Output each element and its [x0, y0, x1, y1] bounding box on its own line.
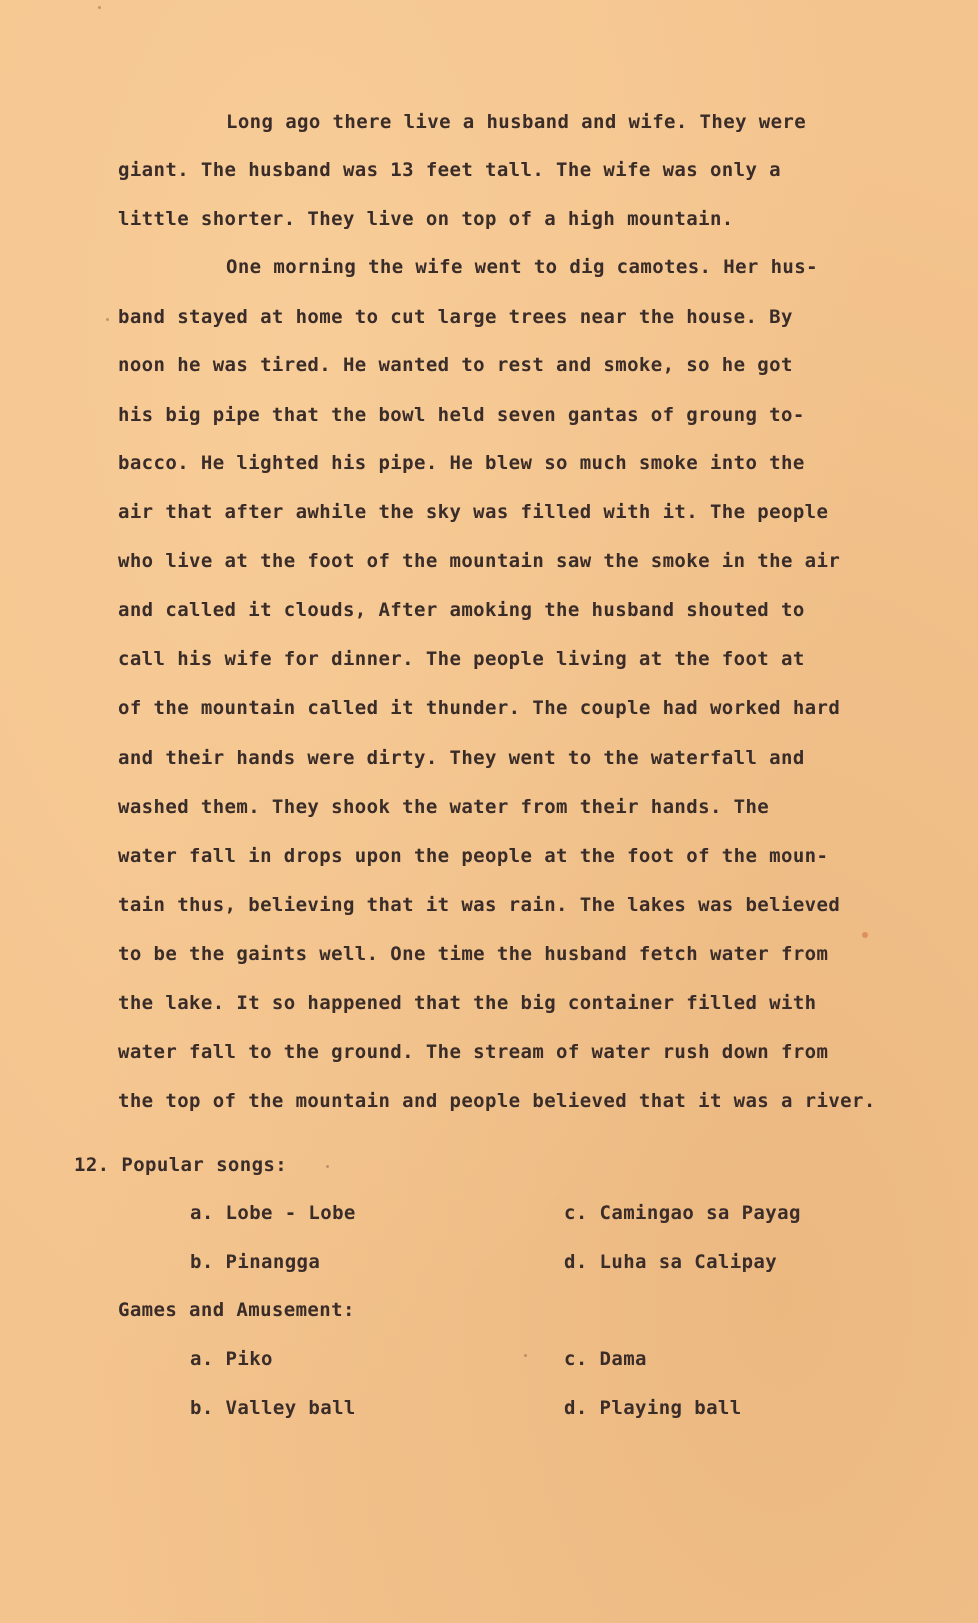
text-line: call his wife for dinner. The people living at the foot at	[118, 648, 805, 670]
paper-speck	[524, 1354, 527, 1357]
text-line: giant. The husband was 13 feet tall. The wife was only a	[118, 159, 781, 181]
text-line: washed them. They shook the water from their hands. The	[118, 796, 770, 818]
text-line: his big pipe that the bowl held seven gantas of groung to-	[118, 404, 805, 426]
paper-speck	[326, 1165, 329, 1168]
text-line: and their hands were dirty. They went to the waterfall and	[118, 747, 805, 769]
text-line: to be the gaints well. One time the husband fetch water from	[118, 943, 829, 965]
text-line: of the mountain called it thunder. The couple had worked hard	[118, 697, 841, 719]
text-line: the top of the mountain and people believed that it was a river.	[118, 1090, 876, 1112]
text-line: the lake. It so happened that the big container filled with	[118, 992, 817, 1014]
game-item: c. Dama	[564, 1348, 647, 1370]
text-line: Long ago there live a husband and wife. They were	[226, 111, 807, 133]
games-heading: Games and Amusement:	[118, 1299, 355, 1321]
song-item: b. Pinangga	[190, 1251, 321, 1273]
text-line: who live at the foot of the mountain saw the smoke in the air	[118, 550, 841, 572]
song-item: c. Camingao sa Payag	[564, 1202, 801, 1224]
text-line: band stayed at home to cut large trees near the house. By	[118, 306, 793, 328]
paper-speck	[106, 318, 109, 321]
paper-speck	[98, 6, 101, 9]
text-line: water fall to the ground. The stream of water rush down from	[118, 1041, 829, 1063]
text-line: air that after awhile the sky was filled with it. The people	[118, 501, 829, 523]
text-line: One morning the wife went to dig camotes. Her hus-	[226, 256, 818, 278]
game-item: b. Valley ball	[190, 1397, 356, 1419]
game-item: d. Playing ball	[564, 1397, 742, 1419]
paper-speck	[862, 932, 868, 938]
text-line: little shorter. They live on top of a high mountain.	[118, 208, 734, 230]
text-line: tain thus, believing that it was rain. The lakes was believed	[118, 894, 841, 916]
song-item: a. Lobe - Lobe	[190, 1202, 356, 1224]
text-line: noon he was tired. He wanted to rest and smoke, so he got	[118, 354, 793, 376]
game-item: a. Piko	[190, 1348, 273, 1370]
text-line: and called it clouds, After amoking the husband shouted to	[118, 599, 805, 621]
song-item: d. Luha sa Calipay	[564, 1251, 778, 1273]
text-line: water fall in drops upon the people at the foot of the moun-	[118, 845, 829, 867]
popular-songs-heading: 12. Popular songs:	[74, 1154, 288, 1176]
text-line: bacco. He lighted his pipe. He blew so much smoke into the	[118, 452, 805, 474]
